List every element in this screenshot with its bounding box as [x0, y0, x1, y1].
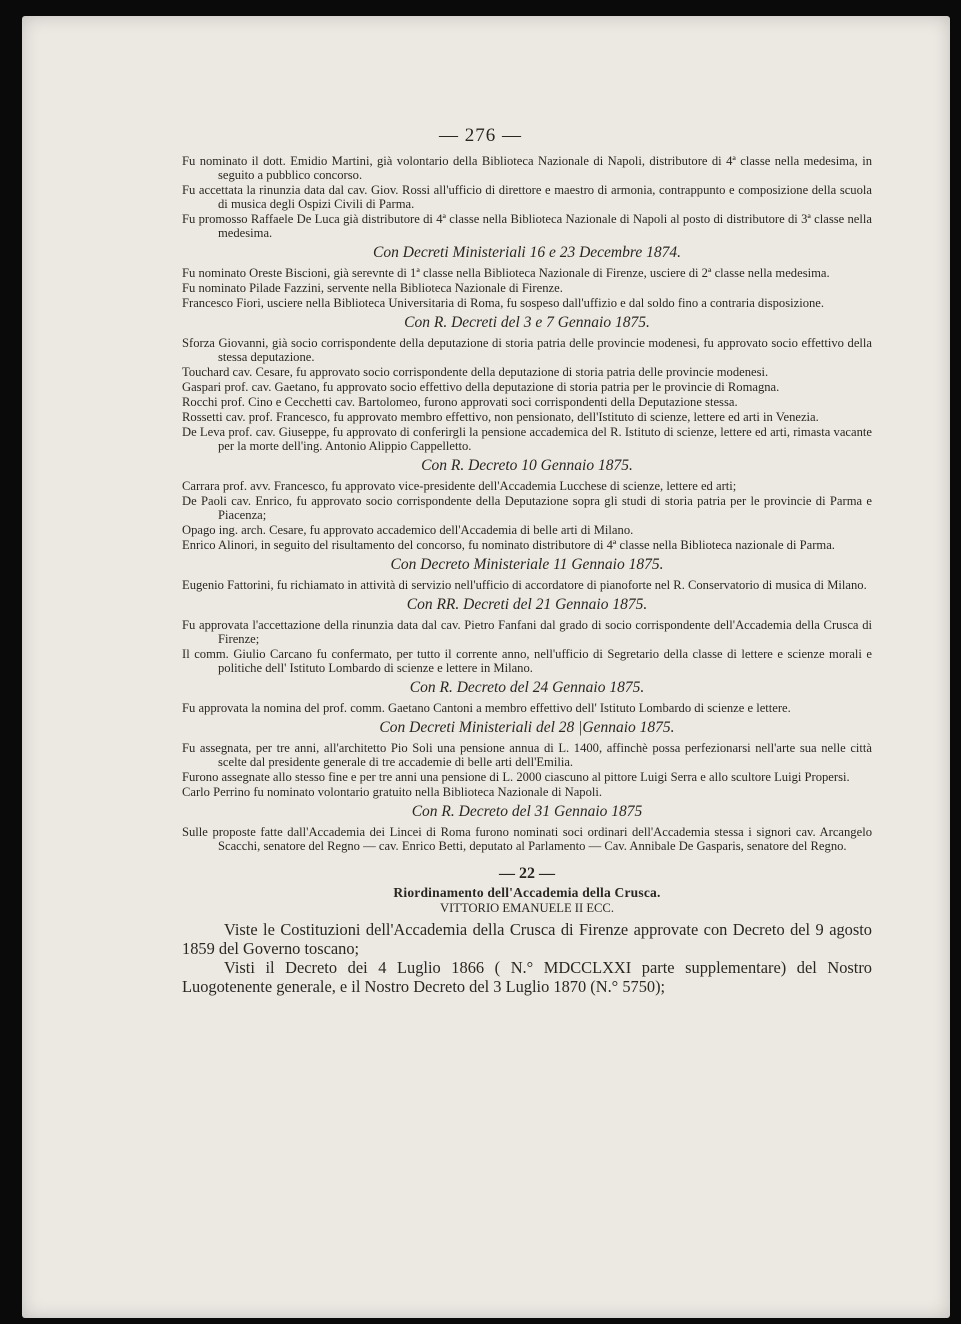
section-subtitle: VITTORIO EMANUELE II ECC. [440, 901, 614, 915]
decree-heading: Con RR. Decreti del 21 Gennaio 1875. [406, 596, 648, 613]
decree-heading: Con Decreti Ministeriali 16 e 23 Decembre 1874. [373, 244, 681, 261]
decree-entry: Opago ing. arch. Cesare, fu approvato accademico dell'Accademia di belle arti di Milano. [182, 523, 634, 537]
decree-entry: Carlo Perrino fu nominato volontario gratuito nella Biblioteca Nazionale di Napoli. [182, 785, 603, 799]
decree-entry: Touchard cav. Cesare, fu approvato socio corrispondente della deputazione di storia patria delle provincie modenesi. [182, 365, 769, 379]
decree-entry: Fu promosso Raffaele De Luca già distributore di 4ª classe nella Biblioteca Nazionale di Napoli al posto di distributore di 3ª classe nella medesima. [182, 212, 872, 240]
decree-entry: De Leva prof. cav. Giuseppe, fu approvato di conferirgli la pensione accademica del R. Istituto di scienze, lettere ed arti, rimasta vacante per la morte dell'ing. Antonio Alippio Cappelletto. [182, 425, 872, 453]
decree-paragraph: Visti il Decreto dei 4 Luglio 1866 ( N.° MDCCLXXI parte supplementare) del Nostro Luogotenente generale, e il Nostro Decreto del 3 Luglio 1870 (N.° 5750); [182, 958, 872, 996]
decree-entry: Furono assegnate allo stesso fine e per tre anni una pensione di L. 2000 ciascuno al pittore Luigi Serra e allo scultore Luigi Propersi. [182, 770, 850, 784]
decree-entry: Sforza Giovanni, già socio corrispondente della deputazione di storia patria delle provincie modenesi, fu approvato socio effettivo della stessa deputazione. [182, 336, 872, 364]
decree-entry: Rocchi prof. Cino e Cecchetti cav. Bartolomeo, furono approvati soci corrispondenti della Deputazione stessa. [182, 395, 738, 409]
decree-entry: Eugenio Fattorini, fu richiamato in attività di servizio nell'ufficio di accordatore di pianoforte nel R. Conservatorio di musica di Milano. [182, 578, 867, 592]
decree-entry: Rossetti cav. prof. Francesco, fu approvato membro effettivo, non pensionato, dell'Istituto di scienze, lettere ed arti in Venezia. [182, 410, 819, 424]
decree-heading: Con Decreti Ministeriali del 28 |Gennaio 1875. [379, 719, 675, 736]
decree-heading: Con Decreto Ministeriale 11 Gennaio 1875. [390, 556, 664, 573]
decree-entry: Fu approvata la nomina del prof. comm. Gaetano Cantoni a membro effettivo dell' Istituto Lombardo di scienze e lettere. [182, 701, 791, 715]
decree-entry: Sulle proposte fatte dall'Accademia dei Lincei di Roma furono nominati soci ordinari dell'Accademia stessa i signori cav. Arcangelo Scacchi, senatore del Regno — cav. Enrico Betti, deputato al Parlamento — Cav. Annibale De Gasparis, senatore del Regno. [182, 825, 872, 853]
decree-entry: Carrara prof. avv. Francesco, fu approvato vice-presidente dell'Accademia Lucchese di scienze, lettere ed arti; [182, 479, 737, 493]
decree-paragraph: Viste le Costituzioni dell'Accademia della Crusca di Firenze approvate con Decreto del 9 agosto 1859 del Governo toscano; [182, 920, 872, 958]
decree-heading: Con R. Decreti del 3 e 7 Gennaio 1875. [404, 314, 650, 331]
decree-entry: Fu nominato il dott. Emidio Martini, già volontario della Biblioteca Nazionale di Napoli, distributore di 4ª classe nella medesima, in seguito a pubblico concorso. [182, 154, 872, 182]
decree-entry: Enrico Alinori, in seguito del risultamento del concorso, fu nominato distributore di 4ª classe nella Biblioteca nazionale di Parma. [182, 538, 835, 552]
decree-entry: Fu nominato Oreste Biscioni, già serevnte di 1ª classe nella Biblioteca Nazionale di Firenze, usciere di 2ª classe nella medesima. [182, 266, 830, 280]
page-number: — 276 — [439, 125, 522, 146]
decree-heading: Con R. Decreto 10 Gennaio 1875. [421, 457, 633, 474]
document-body [182, 154, 872, 996]
decree-entry: Il comm. Giulio Carcano fu confermato, per tutto il corrente anno, nell'ufficio di Segretario della classe di lettere e scienze morali e politiche dell' Istituto Lombardo di scienze e lettere in Milano. [182, 647, 872, 675]
decree-heading: Con R. Decreto del 24 Gennaio 1875. [409, 679, 645, 696]
decree-entry: Fu nominato Pilade Fazzini, servente nella Biblioteca Nazionale di Firenze. [182, 281, 563, 295]
section-title: Riordinamento dell'Accademia della Crusca. [393, 885, 661, 900]
decree-entry: Fu approvata l'accettazione della rinunzia data dal cav. Pietro Fanfani dal grado di socio corrispondente dell'Accademia della Crusca di Firenze; [182, 618, 872, 646]
decree-entry: Fu assegnata, per tre anni, all'architetto Pio Soli una pensione annua di L. 1400, affinchè possa perfezionarsi nell'arte sua nelle città scelte dal presidente generale di tre accademie di belle arti dell'Emilia. [182, 741, 872, 769]
decree-heading: Con R. Decreto del 31 Gennaio 1875 [411, 803, 643, 820]
section-number: — 22 — [499, 865, 555, 882]
decree-entry: De Paoli cav. Enrico, fu approvato socio corrispondente della Deputazione sopra gli studi di storia patria per le provincie di Parma e Piacenza; [182, 494, 872, 522]
decree-entry: Fu accettata la rinunzia data dal cav. Giov. Rossi all'ufficio di direttore e maestro di armonia, contrappunto e composizione della scuola di musica degli Ospizi Civili di Parma. [182, 183, 872, 211]
decree-entry: Francesco Fiori, usciere nella Biblioteca Universitaria di Roma, fu sospeso dall'uffizio e dal soldo fino a contraria disposizione. [182, 296, 825, 310]
decree-entry: Gaspari prof. cav. Gaetano, fu approvato socio effettivo della deputazione di storia patria per le provincie di Romagna. [182, 380, 780, 394]
